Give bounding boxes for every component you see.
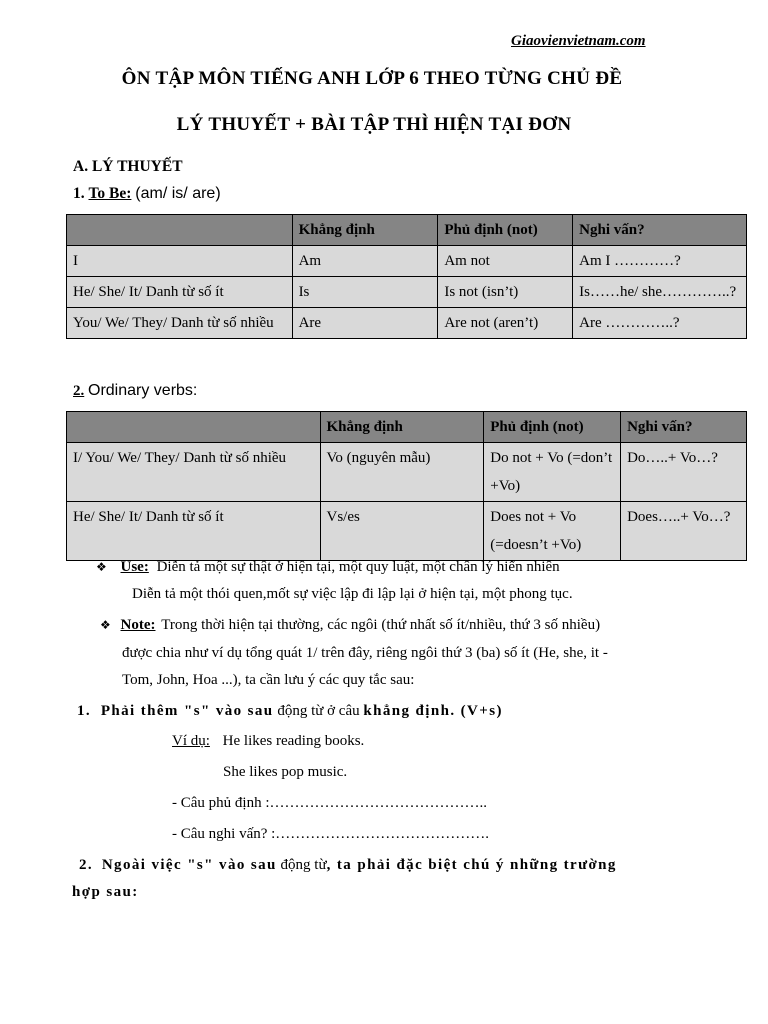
rule-1-bold-2: khẳng định. (V+s) (363, 703, 503, 719)
rule-1-normal-2: câu (338, 703, 360, 719)
table-row (67, 443, 747, 502)
document-subtitle: LÝ THUYẾT + BÀI TẬP THÌ HIỆN TẠI ĐƠN (176, 114, 572, 135)
table-row (67, 308, 747, 339)
table-cell: Vs/es (320, 502, 484, 561)
example-question: - Câu nghi vấn? :……………………………………. (172, 826, 490, 842)
table-row (67, 277, 747, 308)
note-text-1: Trong thời hiện tại thường, các ngôi (thứ nhất số ít/nhiều, thứ 3 số nhiều) (161, 617, 601, 633)
to-be-number: 1. (73, 185, 85, 202)
table-cell: Am not (438, 246, 573, 277)
table-row (67, 246, 747, 277)
diamond-bullet-icon: ❖ (100, 618, 111, 632)
to-be-label: To Be: (88, 185, 132, 202)
rule-1-normal-1: động từ ở (277, 703, 336, 719)
rule-2 (79, 855, 679, 875)
table-cell: Is not (isn’t) (438, 277, 573, 308)
use-text-1: Diễn tả một sự thật ở hiện tại, một quy luật, một chân lý hiển nhiên (156, 559, 560, 575)
table-cell: Is (292, 277, 438, 308)
table-header-cell: Nghi vấn? (621, 412, 747, 443)
ordinary-verbs-heading (73, 382, 197, 400)
table-header-cell: Phủ định (not) (438, 215, 573, 246)
table-header-cell (67, 412, 321, 443)
use-line-1 (96, 557, 560, 577)
note-text-2: được chia như ví dụ tổng quát 1/ trên đây, riêng ngôi thứ 3 (ba) số ít (He, she, it - (122, 645, 608, 661)
table-cell: Is……he/ she…………..? (573, 277, 747, 308)
use-label: Use: (120, 559, 149, 575)
table-header-cell: Khẳng định (320, 412, 484, 443)
table-cell: Do…..+ Vo…? (621, 443, 747, 502)
ordinary-verbs-table (66, 411, 747, 561)
ordinary-label: Ordinary verbs: (88, 382, 198, 399)
document-title: ÔN TẬP MÔN TIẾNG ANH LỚP 6 THEO TỪNG CHỦ ĐỀ (121, 68, 623, 89)
rule-2-bold-3: hợp sau: (72, 884, 139, 900)
use-text-2: Diễn tả một thói quen,mốt sự việc lập đi lập lại ở hiện tại, một phong tục. (132, 586, 573, 602)
table-cell: You/ We/ They/ Danh từ số nhiều (67, 308, 293, 339)
table-header-row (67, 215, 747, 246)
example-text-2: She likes pop music. (223, 764, 348, 780)
rule-1-bold-1: Phải thêm "s" vào sau (100, 703, 274, 719)
table-row (67, 502, 747, 561)
site-name[interactable]: Giaovienvietnam.com (511, 33, 646, 49)
section-a-heading: A. LÝ THUYẾT (73, 158, 183, 175)
table-header-cell (67, 215, 293, 246)
table-cell: Does…..+ Vo…? (621, 502, 747, 561)
rule-1-number: 1. (77, 703, 92, 719)
table-cell: I/ You/ We/ They/ Danh từ số nhiều (67, 443, 321, 502)
table-cell: Am (292, 246, 438, 277)
rule-2-bold-1: Ngoài việc "s" vào sau (101, 857, 277, 873)
diamond-bullet-icon: ❖ (96, 560, 107, 574)
note-label: Note: (120, 617, 156, 633)
to-be-forms: (am/ is/ are) (135, 185, 221, 202)
table-header-cell: Khẳng định (292, 215, 438, 246)
to-be-table (66, 214, 747, 339)
table-cell: Are not (aren’t) (438, 308, 573, 339)
note-text-3: Tom, John, Hoa ...), ta cần lưu ý các quy tắc sau: (122, 672, 415, 688)
note-line-1 (100, 615, 600, 635)
table-cell: Are …………..? (573, 308, 747, 339)
table-cell: Are (292, 308, 438, 339)
table-cell: Do not + Vo (=don’t +Vo) (484, 443, 621, 502)
ordinary-number: 2. (73, 383, 85, 399)
to-be-heading (73, 185, 221, 203)
rule-2-bold-2: , ta phải đặc biệt chú ý những trường (326, 857, 617, 873)
table-cell: Am I …………? (573, 246, 747, 277)
table-cell: Vo (nguyên mẫu) (320, 443, 484, 502)
example-line-1 (172, 731, 364, 751)
table-cell: I (67, 246, 293, 277)
rule-2-line-2 (72, 882, 139, 902)
table-header-row (67, 412, 747, 443)
rule-1 (77, 701, 503, 721)
table-cell: He/ She/ It/ Danh từ số ít (67, 502, 321, 561)
example-text-1: He likes reading books. (222, 733, 365, 749)
table-cell: He/ She/ It/ Danh từ số ít (67, 277, 293, 308)
example-label: Ví dụ: (172, 733, 210, 749)
table-cell: Does not + Vo (=doesn’t +Vo) (484, 502, 621, 561)
rule-2-normal-1: động từ (280, 857, 327, 873)
example-negative: - Câu phủ định :…………………………………….. (172, 795, 487, 811)
table-header-cell: Nghi vấn? (573, 215, 747, 246)
rule-2-number: 2. (79, 857, 94, 873)
table-header-cell: Phủ định (not) (484, 412, 621, 443)
